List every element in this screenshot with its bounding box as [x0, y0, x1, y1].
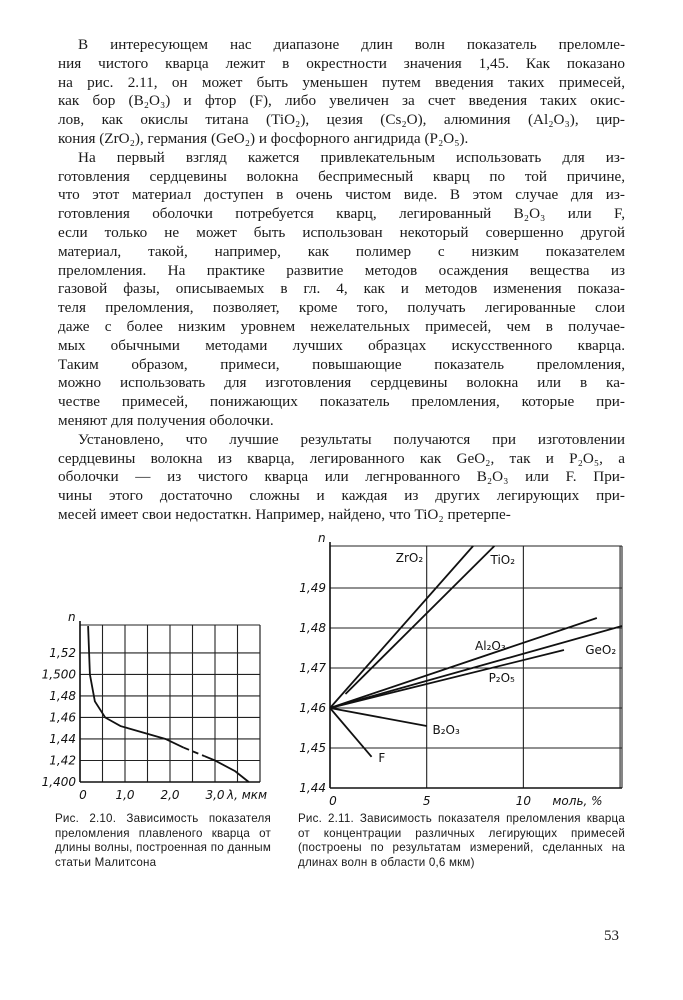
- text-line: Установлено, что лучшие результаты получаются при изготовлении: [78, 430, 625, 448]
- x-tick-label: 5: [422, 794, 431, 808]
- y-tick-label: 1,46: [299, 701, 326, 715]
- text-line: можно использовать для изготовления сердцевины волокна или в ка-: [58, 374, 625, 392]
- series-line: [345, 546, 494, 694]
- x-axis-label: λ, мкм: [227, 788, 268, 802]
- series-label: Al₂O₃: [475, 639, 506, 653]
- figure-2-11-caption: Рис. 2.11. Зависимость показателя преломления кварца от концентрации различных легирующих примесей (построены по результатам измерений, сделанных на длинах волн в области 0,6 мкм): [298, 812, 625, 869]
- text-line: мых обычными методами лучших образцах искусственного кварца.: [58, 336, 625, 354]
- text-line: лов, как окислы титана (TiO₂), цезия (Cs₂O), алюминия (Al₂O₃), цир-: [58, 111, 625, 129]
- text-line: месей имеет свои недостаткн. Например, найдено, что TiO₂ претерпе-: [58, 506, 511, 523]
- y-tick-label: 1,500: [41, 667, 76, 682]
- text-line: оболочки — из чистого кварца или легнрованного B₂O₃ или F. При-: [58, 468, 625, 486]
- series-line: [184, 748, 205, 757]
- y-tick-label: 1,46: [49, 710, 76, 725]
- text-line: газовой фазы, описываемых в гл. 4, как и методов изменения показа-: [58, 280, 625, 298]
- y-tick-label: 1,48: [49, 688, 76, 703]
- x-tick-label: 3,0: [205, 788, 225, 802]
- chart-fig-2-11: [299, 531, 622, 808]
- y-tick-label: 1,52: [49, 645, 76, 660]
- series-line: [330, 708, 427, 726]
- y-tick-label: 1,49: [299, 581, 326, 595]
- text-line: сердцевины волокна из кварца, легированного как GeO₂, так и P₂O₅, а: [58, 449, 625, 467]
- series-label: P₂O₅: [488, 671, 515, 685]
- series-label: GeO₂: [585, 643, 617, 657]
- series-label: B₂O₃: [432, 723, 460, 737]
- text-line: материал, такой, например, как полимер с низким показателем: [58, 242, 625, 260]
- x-tick-label: 10: [515, 794, 532, 808]
- x-tick-label: 2,0: [160, 788, 180, 802]
- text-line: кония (ZrO₂), германия (GeO₂) и фосфорного ангидрида (P₂O₅).: [58, 130, 469, 147]
- text-line: что этот материал доступен в очень чистом виде. В этом случае для из-: [58, 186, 625, 204]
- series-line: [330, 650, 564, 708]
- text-line: преломления. На практике развитие методов осаждения вещества из: [58, 261, 625, 279]
- text-line: чины этого достаточно сложны и каждая из других легирующих при-: [58, 487, 625, 505]
- y-tick-label: 1,44: [299, 781, 326, 795]
- text-line: даже с более низким уровнем нежелательных примесей, чем в получае-: [58, 318, 625, 335]
- text-line: готовления оболочки потребуется кварц, легированный B₂O₃ или F,: [58, 205, 625, 223]
- series-label: F: [378, 751, 386, 765]
- text-line: честве примесей, понижающих показатель преломления, которые при-: [58, 393, 625, 411]
- y-axis-label: n: [318, 531, 326, 545]
- text-line: готовления сердцевины волокна беспримесный кварц по той причине,: [58, 167, 625, 185]
- text-line: меняют для получения оболочки.: [58, 412, 274, 429]
- text-line: как бор (B₂O₃) и фтор (F), либо увеличен за счет введения таких окис-: [58, 92, 625, 110]
- y-tick-label: 1,45: [299, 741, 326, 755]
- text-line: на рис. 2.11, он может быть уменьшен путем введения таких примесей,: [58, 73, 625, 91]
- text-line: Таким образом, примеси, повышающие показатель преломления,: [58, 355, 625, 373]
- text-line: если только не может быть использован некоторый совершенно другой: [58, 224, 625, 241]
- x-tick-label: 0: [329, 794, 337, 808]
- x-tick-label: 1,0: [115, 788, 135, 802]
- y-tick-label: 1,42: [49, 753, 76, 768]
- x-axis-label: моль, %: [552, 794, 603, 808]
- y-tick-label: 1,400: [41, 775, 76, 789]
- text-line: В интересующем нас диапазоне длин волн показатель преломле-: [78, 36, 625, 53]
- y-axis-label: n: [68, 610, 76, 624]
- chart-fig-2-10: [42, 610, 267, 802]
- text-line: ния чистого кварца лежит в окрестности значения 1,45. Как показано: [58, 54, 625, 72]
- page-number: 53: [604, 928, 619, 944]
- figure-2-10-caption: Рис. 2.10. Зависимость показателя преломления плавленого кварца от длины волны, построенная по данным статьи Малитсона: [55, 812, 271, 869]
- y-tick-label: 1,48: [299, 621, 326, 635]
- y-tick-label: 1,47: [299, 661, 326, 675]
- text-line: На первый взгляд кажется привлекательным использовать для из-: [78, 148, 625, 166]
- series-label: TiO₂: [490, 553, 516, 567]
- y-tick-label: 1,44: [49, 731, 76, 746]
- series-label: ZrO₂: [395, 551, 424, 565]
- x-tick-label: 0: [79, 788, 87, 802]
- text-line: теля преломления, позволяет, кроме того, получать легированные слои: [58, 299, 625, 317]
